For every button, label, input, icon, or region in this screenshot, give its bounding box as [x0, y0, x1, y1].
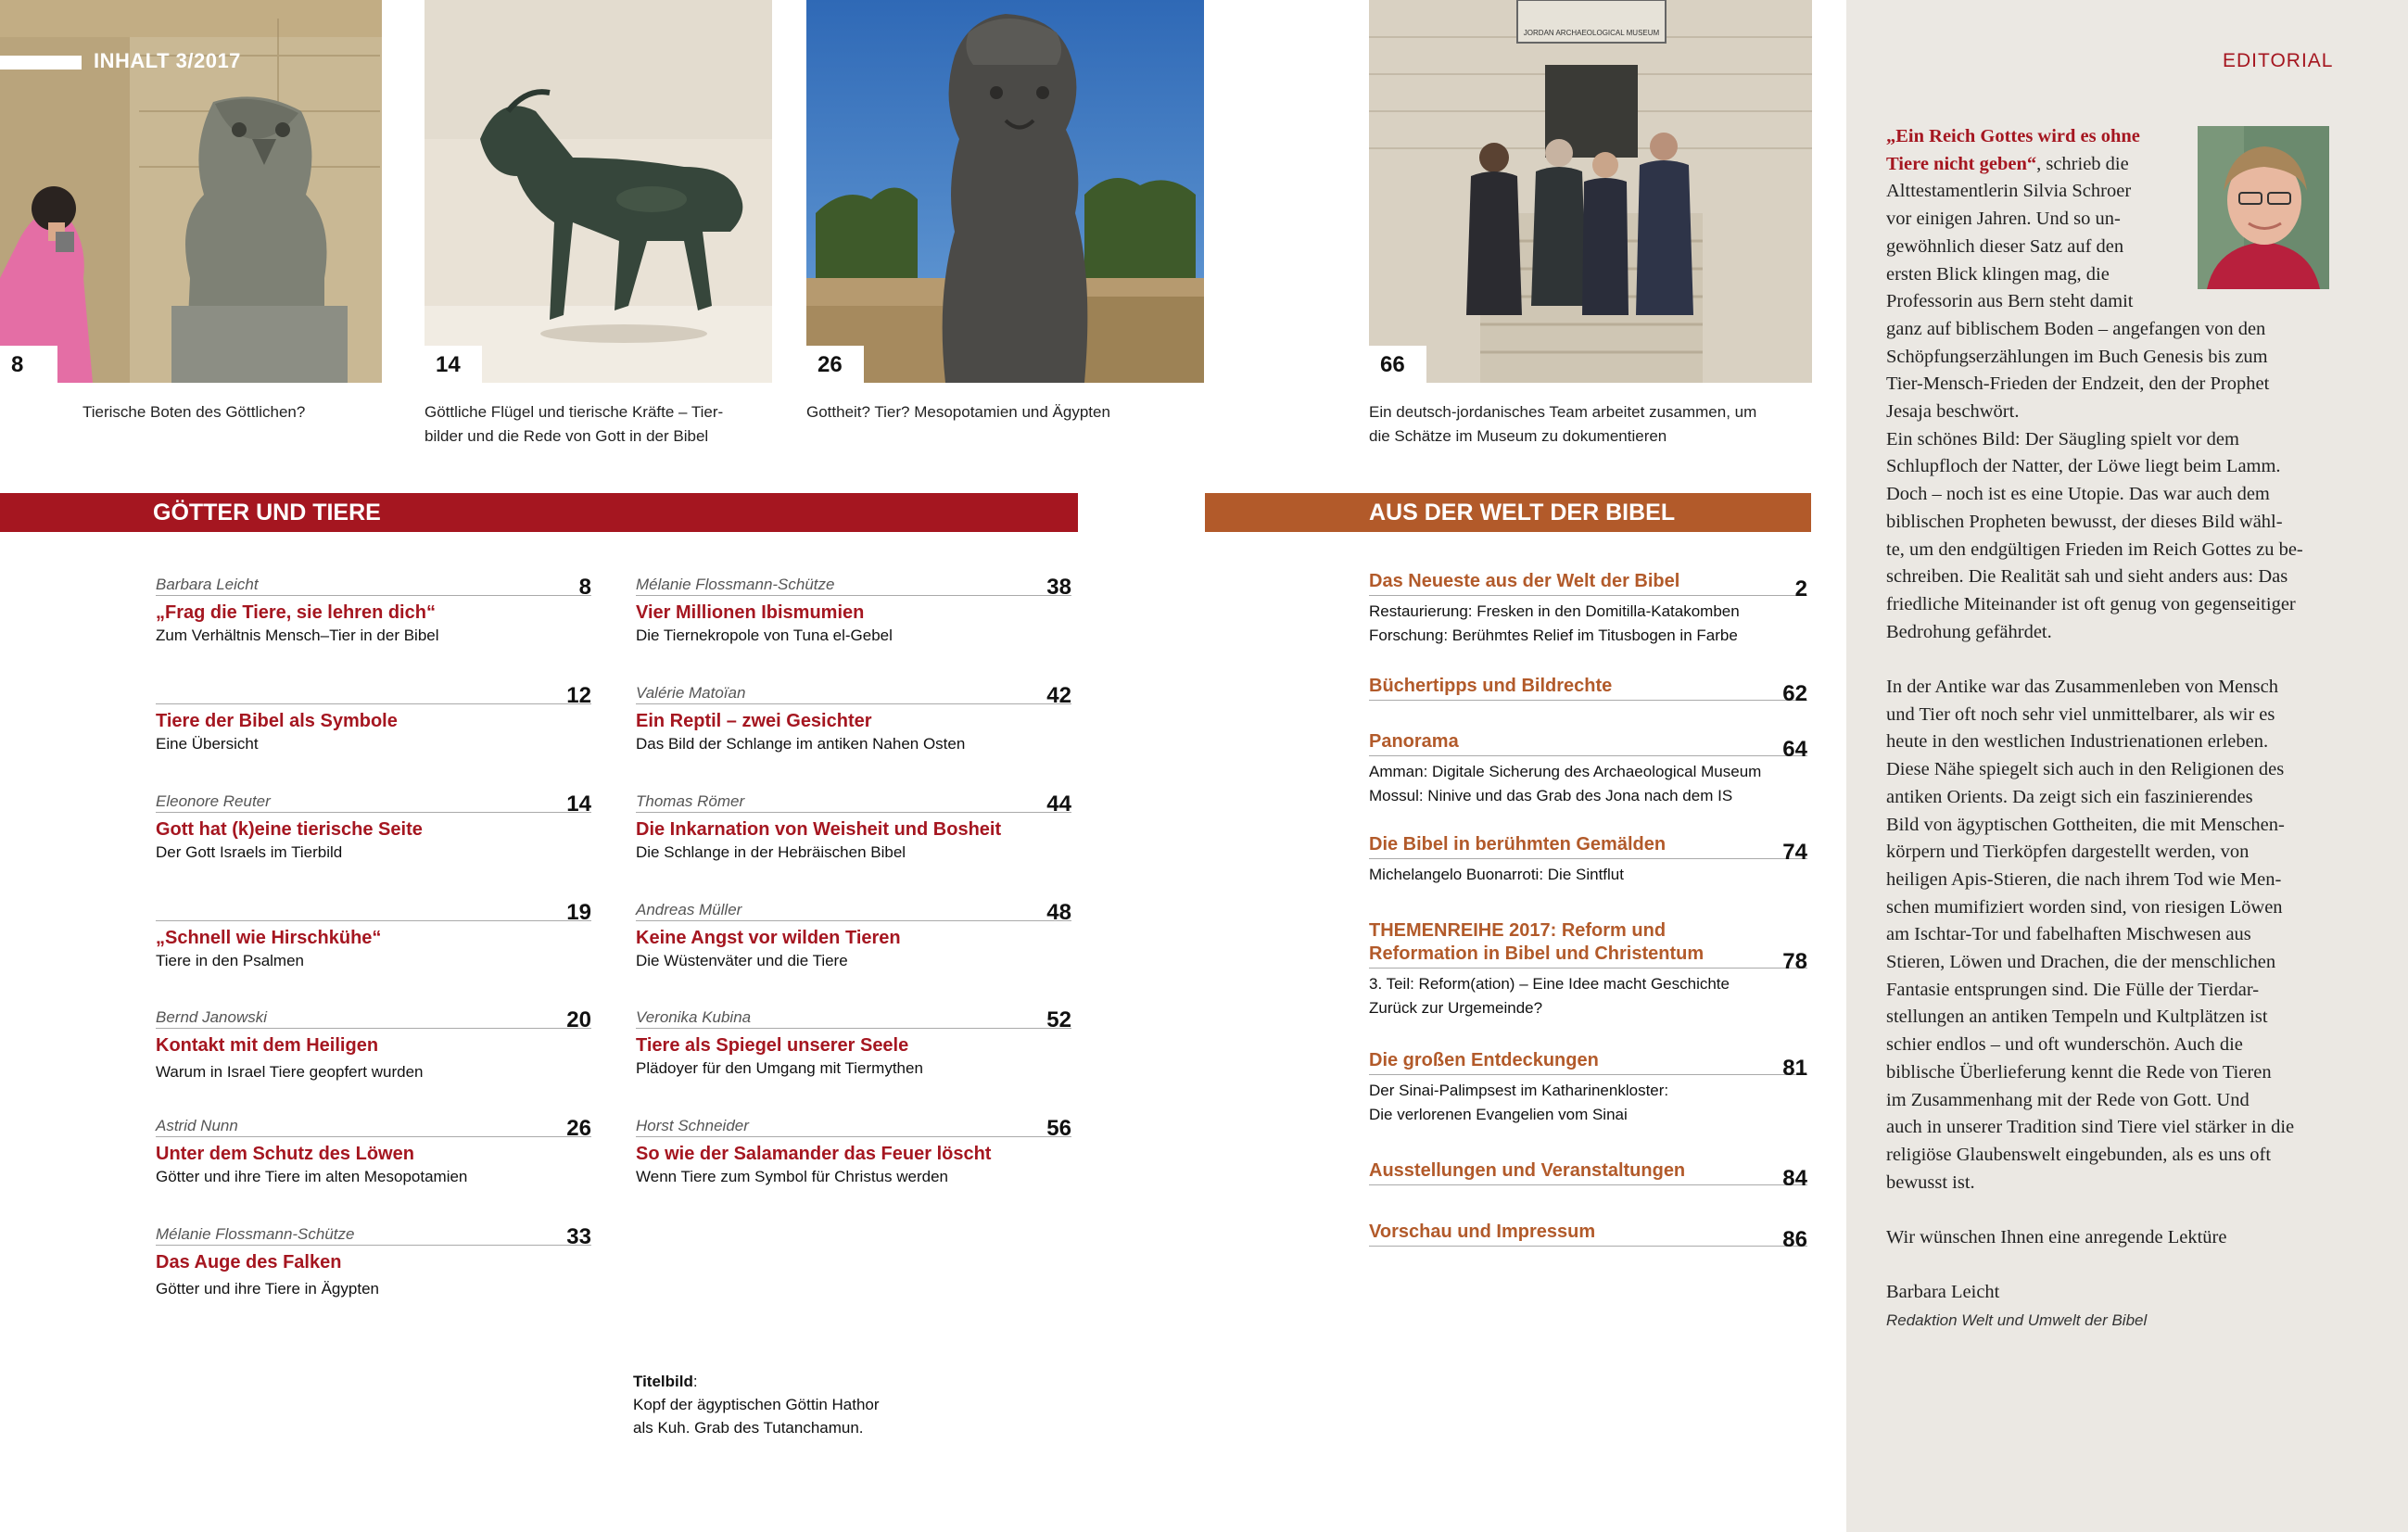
toc-subtitle: Eine Übersicht	[156, 735, 259, 753]
toc-title: Kontakt mit dem Heiligen	[156, 1035, 379, 1056]
toc-entry[interactable]	[1369, 1159, 1807, 1191]
toc-author: Astrid Nunn	[156, 1117, 238, 1134]
toc-title: Gott hat (k)eine tierische Seite	[156, 819, 423, 840]
toc-subtitle: Restaurierung: Fresken in den Domitilla-Katakomben	[1369, 602, 1740, 620]
editorial-label: EDITORIAL	[2223, 50, 2334, 71]
toc-author: Bernd Janowski	[156, 1008, 268, 1026]
toc-subtitle: Mossul: Ninive und das Grab des Jona nach dem IS	[1369, 787, 1733, 804]
toc-page-number: 14	[566, 791, 591, 817]
toc-subtitle: Tiere in den Psalmen	[156, 952, 305, 969]
toc-subtitle: Warum in Israel Tiere geopfert wurden	[156, 1063, 424, 1081]
toc-subtitle: Forschung: Berühmtes Relief im Titusbogen in Farbe	[1369, 627, 1738, 644]
photo-page-number: 26	[806, 346, 864, 383]
toc-author: Mélanie Flossmann-Schütze	[636, 576, 835, 593]
toc-title: „Schnell wie Hirschkühe“	[156, 928, 382, 948]
toc-title: Die großen Entdeckungen	[1369, 1050, 1599, 1070]
bronze-bull-image	[425, 0, 772, 383]
toc-title: Büchertipps und Bildrechte	[1369, 676, 1613, 696]
toc-author: Eleonore Reuter	[156, 792, 271, 810]
toc-subtitle: Die Schlange in der Hebräischen Bibel	[636, 843, 906, 861]
toc-author: Mélanie Flossmann-Schütze	[156, 1225, 355, 1243]
toc-subtitle: Zum Verhältnis Mensch–Tier in der Bibel	[156, 627, 439, 644]
toc-entry[interactable]	[636, 787, 1071, 864]
toc-subtitle: Götter und ihre Tiere im alten Mesopotamien	[156, 1168, 468, 1185]
toc-entry[interactable]	[636, 1003, 1071, 1080]
toc-page-number: 48	[1046, 900, 1071, 925]
toc-entry[interactable]	[1369, 1049, 1807, 1127]
toc-entry[interactable]	[1369, 675, 1807, 706]
editorial-paragraph: „Ein Reich Gottes wird es ohne Tiere nicht geben“, schrieb die Alttestamentlerin Silvia Schroer vor einigen Jahren. Und so un- gewöhnlich dieser Satz auf den ersten Blick klingen mag, die Professorin aus Bern steht damit ganz auf biblischem Boden – angefangen von den Schöpfungserzählungen im Buch Genesis bis zum Tier-Mensch-Frieden der Endzeit, den der Prophet Jesaja beschwört. Ein schönes Bild: Der Säugling spielt vor dem Schlupfloch der Natter, der Löwe liegt beim Lamm. Doch – noch ist es eine Utopie. Das war auch dem biblischen Propheten bewusst, der dieses Bild wähl- te, um den endgültigen Frieden im Reich Gottes zu be- schreiben. Die Realität sah und sieht anders aus: Das friedliche Miteinander ist oft genug von gegenseitiger Bedrohung gefährdet.	[1886, 126, 2303, 642]
toc-entry[interactable]	[636, 895, 1071, 972]
toc-page-number: 19	[566, 900, 591, 925]
toc-page-number: 62	[1782, 681, 1807, 706]
toc-entry[interactable]	[1369, 570, 1807, 648]
issue-label: INHALT 3/2017	[94, 49, 241, 72]
toc-entry[interactable]	[636, 1111, 1071, 1188]
toc-title: So wie der Salamander das Feuer löscht	[636, 1144, 992, 1164]
section-bar-welt: AUS DER WELT DER BIBEL	[1205, 493, 1811, 532]
toc-entry[interactable]	[1369, 1221, 1807, 1252]
toc-page-number: 56	[1046, 1116, 1071, 1141]
toc-page-number: 86	[1782, 1227, 1807, 1252]
toc-title: Reformation in Bibel und Christentum	[1369, 943, 1705, 964]
toc-page-number: 81	[1782, 1056, 1807, 1081]
toc-entry[interactable]	[156, 1003, 591, 1083]
toc-subtitle: Zurück zur Urgemeinde?	[1369, 999, 1543, 1017]
toc-title: Die Inkarnation von Weisheit und Bosheit	[636, 819, 1002, 840]
toc-subtitle: Amman: Digitale Sicherung des Archaeological Museum	[1369, 763, 1762, 780]
toc-page-number: 8	[578, 575, 591, 600]
photo-caption: Gottheit? Tier? Mesopotamien und Ägypten	[806, 403, 1110, 421]
photo-caption: Tierische Boten des Göttlichen?	[82, 403, 306, 421]
toc-entry[interactable]	[156, 1111, 591, 1188]
toc-title: Tiere der Bibel als Symbole	[156, 711, 398, 731]
photo-page-number: 14	[425, 346, 482, 383]
toc-page-number: 42	[1046, 683, 1071, 708]
toc-author: Andreas Müller	[636, 901, 742, 918]
editorial-text	[1886, 123, 2331, 1335]
toc-title: Keine Angst vor wilden Tieren	[636, 928, 901, 948]
toc-page-number: 26	[566, 1116, 591, 1141]
toc-title: Panorama	[1369, 731, 1459, 752]
toc-page-number: 84	[1782, 1166, 1807, 1191]
toc-title: Die Bibel in berühmten Gemälden	[1369, 834, 1667, 855]
toc-title: Vier Millionen Ibismumien	[636, 602, 865, 623]
toc-page-number: 2	[1794, 576, 1807, 601]
toc-subtitle: Das Bild der Schlange im antiken Nahen Osten	[636, 735, 966, 753]
toc-title: Unter dem Schutz des Löwen	[156, 1144, 414, 1164]
toc-entry[interactable]	[156, 678, 591, 755]
toc-subtitle: Die Tiernekropole von Tuna el-Gebel	[636, 627, 893, 644]
toc-title: Das Auge des Falken	[156, 1252, 342, 1272]
lioness-goddess-image	[806, 0, 1204, 383]
toc-page-number: 20	[566, 1007, 591, 1032]
toc-entry[interactable]	[1369, 833, 1807, 887]
museum-sign: JORDAN ARCHAEOLOGICAL MUSEUM	[1523, 29, 1660, 37]
toc-entry[interactable]	[1369, 919, 1807, 1020]
cover-credit: Titelbild: Kopf der ägyptischen Göttin Hathor als Kuh. Grab des Tutanchamun.	[633, 1373, 880, 1437]
photo-caption: Göttliche Flügel und tierische Kräfte – Tier- bilder und die Rede von Gott in der Bibel	[425, 403, 724, 445]
toc-entry[interactable]	[1369, 730, 1807, 808]
toc-author: Veronika Kubina	[636, 1008, 752, 1026]
toc-title: Tiere als Spiegel unserer Seele	[636, 1035, 909, 1056]
toc-page-number: 64	[1782, 737, 1807, 762]
toc-subtitle: Wenn Tiere zum Symbol für Christus werden	[636, 1168, 948, 1185]
museum-team-image	[1369, 0, 1812, 383]
editorial-signature-role: Redaktion Welt und Umwelt der Bibel	[1886, 1311, 2148, 1330]
toc-subtitle: 3. Teil: Reform(ation) – Eine Idee macht Geschichte	[1369, 975, 1730, 993]
toc-subtitle: Die Wüstenväter und die Tiere	[636, 952, 848, 969]
toc-subtitle: Der Sinai-Palimpsest im Katharinenkloster:	[1369, 1082, 1669, 1099]
toc-author: Horst Schneider	[636, 1117, 749, 1134]
editorial-signature: Barbara Leicht	[1886, 1282, 2000, 1303]
toc-author: Barbara Leicht	[156, 576, 259, 593]
toc-title: THEMENREIHE 2017: Reform und	[1369, 920, 1667, 941]
toc-page-number: 78	[1782, 949, 1807, 974]
toc-page-number: 74	[1782, 840, 1807, 865]
toc-page-number: 52	[1046, 1007, 1071, 1032]
photo-lioness	[806, 0, 1204, 383]
toc-page-number: 44	[1046, 791, 1071, 817]
editorial-paragraph: In der Antike war das Zusammenleben von Mensch und Tier oft noch sehr viel unmittelbarer, als wir es heute in den westlichen Industrienationen erleben. Diese Nähe spiegelt sich auch in den Religionen des antiken Orients. Da zeigt sich ein faszinierendes Bild von ägyptischen Gottheiten, die mit Menschen- körpern und Tierköpfen dargestellt werden, von heiligen Apis-Stieren, die nach ihrem Tod wie Men- schen mumifiziert worden sind, von riesigen Löwen am Ischtar-Tor und fabelhaften Mischwesen aus Stieren, Löwen und Drachen, die der menschlichen Fantasie entsprungen sind. Die Fülle der Tierdar- stellungen an antiken Tempeln und Kultplätzen ist schier endlos – und oft wunderschön. Auch die biblische Überlieferung kennt die Rede von Tieren im Zusammenhang mit der Rede von Gott. Und auch in unserer Tradition sind Tiere viel stärker in die religiöse Glaubenswelt eingebunden, als es uns oft bewusst ist.	[1886, 677, 2295, 1193]
toc-subtitle: Der Gott Israels im Tierbild	[156, 843, 343, 861]
toc-entry[interactable]	[156, 787, 591, 864]
section-bar-goetter: GÖTTER UND TIERE	[0, 493, 1078, 532]
toc-title: Vorschau und Impressum	[1369, 1222, 1596, 1242]
toc-page-number: 33	[566, 1224, 591, 1249]
editorial-closing: Wir wünschen Ihnen eine anregende Lektüre	[1886, 1227, 2227, 1248]
toc-subtitle: Götter und ihre Tiere in Ägypten	[156, 1280, 379, 1298]
photo-page-number: 8	[0, 346, 57, 383]
toc-entry[interactable]	[156, 895, 591, 972]
toc-title: Ausstellungen und Veranstaltungen	[1369, 1160, 1686, 1181]
issue-bar	[0, 56, 82, 70]
toc-title: „Frag die Tiere, sie lehren dich“	[156, 602, 436, 623]
photo-page-number: 66	[1369, 346, 1426, 383]
toc-subtitle: Plädoyer für den Umgang mit Tiermythen	[636, 1059, 923, 1077]
toc-author: Valérie Matoïan	[636, 684, 746, 702]
toc-subtitle: Michelangelo Buonarroti: Die Sintflut	[1369, 866, 1624, 883]
toc-entry[interactable]	[156, 570, 591, 647]
toc-subtitle: Die verlorenen Evangelien vom Sinai	[1369, 1106, 1628, 1123]
toc-title: Ein Reptil – zwei Gesichter	[636, 711, 872, 731]
toc-page-number: 38	[1046, 575, 1071, 600]
toc-entry[interactable]	[636, 678, 1071, 755]
toc-entry[interactable]	[156, 1220, 591, 1300]
cover-label: Titelbild	[633, 1373, 693, 1390]
toc-title: Das Neueste aus der Welt der Bibel	[1369, 571, 1680, 591]
photo-caption: Ein deutsch-jordanisches Team arbeitet zusammen, um die Schätze im Museum zu dokumentieren	[1369, 403, 1757, 445]
photo-museum-team	[1369, 0, 1812, 383]
photo-bull	[425, 0, 772, 383]
toc-page-number: 12	[566, 683, 591, 708]
toc-author: Thomas Römer	[636, 792, 745, 810]
toc-entry[interactable]	[636, 570, 1071, 647]
